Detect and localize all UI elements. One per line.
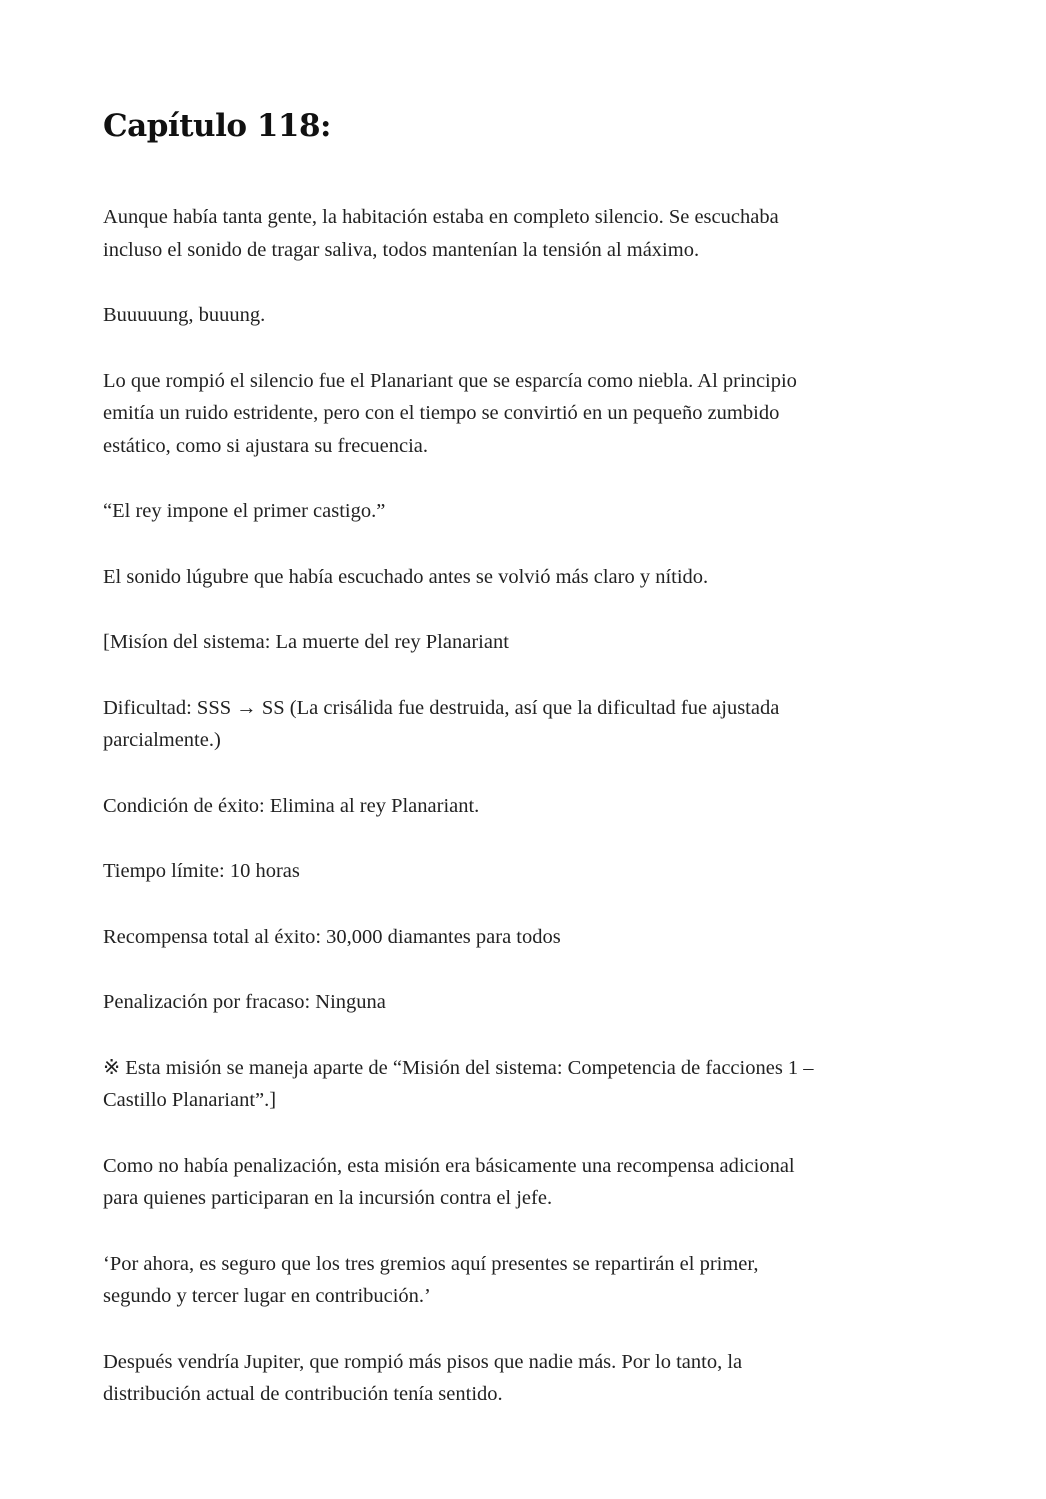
paragraph: Tiempo límite: 10 horas (103, 860, 300, 882)
paragraph: Penalización por fracaso: Ninguna (103, 991, 386, 1013)
paragraph: Aunque había tanta gente, la habitación estaba en completo silencio. Se escuchaba incluso el sonido de tragar saliva, todos mantenían la tensión al máximo. (103, 206, 779, 261)
paragraph: Condición de éxito: Elimina al rey Planariant. (103, 794, 480, 817)
paragraph: [Misíon del sistema: La muerte del rey Planariant (103, 631, 509, 653)
chapter-title: Capítulo 118: (103, 108, 331, 144)
paragraph: Como no había penalización, esta misión era básicamente una recompensa adicional para quienes participaran en la incursión contra el jefe. (103, 1154, 795, 1209)
paragraph: Lo que rompió el silencio fue el Planariant que se esparcía como niebla. Al principio emitía un ruido estridente, pero con el tiempo se convirtió en un pequeño zumbido estático, como si ajustara su frecuencia. (103, 369, 797, 457)
paragraph: Recompensa total al éxito: 30,000 diamantes para todos (103, 925, 561, 948)
paragraph: El sonido lúgubre que había escuchado antes se volvió más claro y nítido. (103, 565, 709, 588)
chapter-body (103, 201, 933, 1444)
paragraph: Buuuuung, buuung. (103, 304, 266, 326)
paragraph: “El rey impone el primer castigo.” (103, 500, 386, 522)
paragraph: ※ Esta misión se maneja aparte de “Misión del sistema: Competencia de facciones 1 – Castillo Planariant”.] (103, 1056, 814, 1111)
paragraph: Dificultad: SSS → SS (La crisálida fue destruida, así que la dificultad fue ajustada parcialmente.) (103, 696, 780, 751)
paragraph: ‘Por ahora, es seguro que los tres gremios aquí presentes se repartirán el primer, segundo y tercer lugar en contribución.’ (103, 1252, 759, 1307)
paragraph: Después vendría Jupiter, que rompió más pisos que nadie más. Por lo tanto, la distribución actual de contribución tenía sentido. (103, 1350, 743, 1405)
